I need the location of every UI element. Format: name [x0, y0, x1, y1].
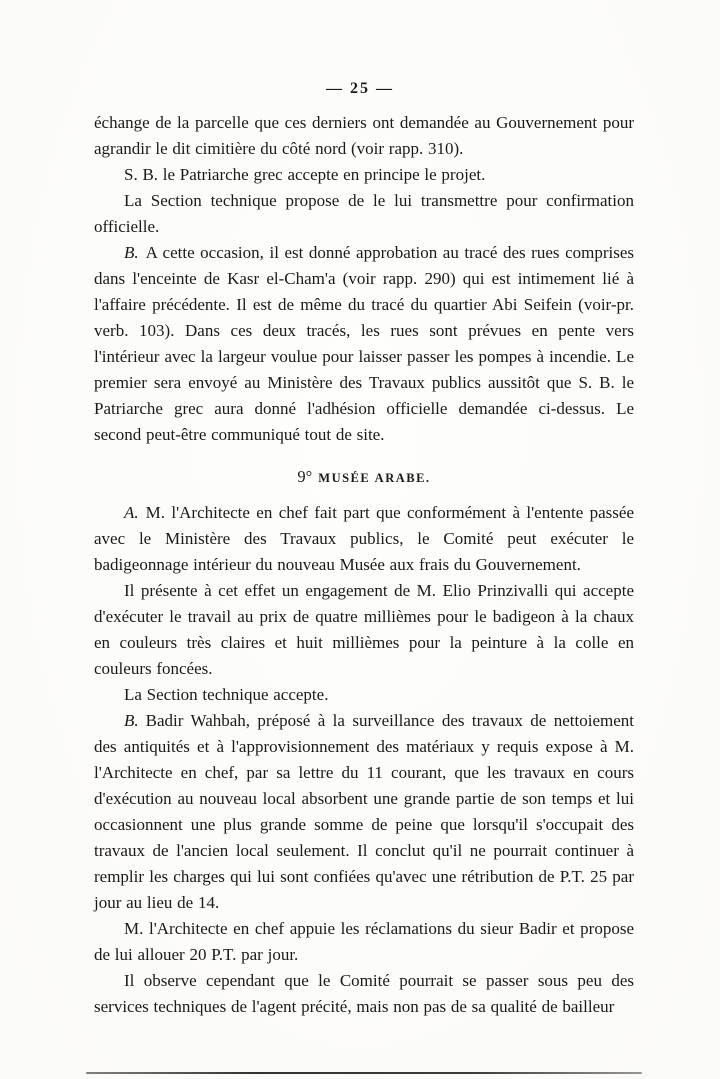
- page-bottom-edge: [86, 1072, 642, 1074]
- paragraph: Il présente à cet effet un engagement de M. Elio Prinzivalli qui accepte d'exécuter le travail au prix de quatre millièmes pour le badigeon à la chaux en couleurs très claires et huit millièmes pour la peinture à la colle en couleurs foncées.: [94, 581, 634, 678]
- paragraph-text: Badir Wahbah, préposé à la surveillance des travaux de nettoiement des antiquités et à l'approvisionnement des matériaux y requis expose à M. l'Architecte en chef, par sa lettre du 11 courant, que les travaux en cours d'exécution au nouveau local absorbent une grande partie de son temps et lui occasionnent une plus grande somme de peine que lorsqu'il s'occupait des travaux de l'ancien local seulement. Il conclut qu'il ne pourrait continuer à remplir les charges qui lui sont confiées qu'avec une rétribution de P.T. 25 par jour au lieu de 14.: [94, 711, 634, 912]
- paragraph-lead: A.: [124, 503, 139, 522]
- paragraph: [94, 240, 634, 448]
- paragraph: La Section technique propose de le lui transmettre pour confirmation officielle.: [94, 191, 634, 236]
- paragraph-text: A cette occasion, il est donné approbation au tracé des rues comprises dans l'enceinte de Kasr el-Cham'a (voir rapp. 290) qui est intimement lié à l'affaire précédente. Il est de même du tracé du quartier Abi Seifein (voir-pr. verb. 103). Dans ces deux tracés, les rues sont prévues en pente vers l'intérieur avec la largeur voulue pour laisser passer les pompes à incendie. Le premier sera envoyé au Ministère des Travaux publics aussitôt que S. B. le Patriarche grec aura donné l'adhésion officielle demandée ci-dessus. Le second peut-être communiqué tout de site.: [94, 243, 634, 444]
- text-block: [94, 110, 634, 1020]
- paragraph: La Section technique accepte.: [124, 685, 329, 704]
- paragraph-text: M. l'Architecte en chef fait part que conformément à l'entente passée avec le Ministère des Travaux publics, le Comité peut exécuter le badigeonnage intérieur du nouveau Musée aux frais du Gouvernement.: [94, 503, 634, 574]
- paragraph-lead: B.: [124, 243, 139, 262]
- page-number: — 25 —: [326, 80, 394, 97]
- paragraph: Il observe cependant que le Comité pourrait se passer sous peu des services techniques de l'agent précité, mais non pas de sa qualité de bailleur: [94, 971, 634, 1016]
- section-heading-number: 9°: [297, 467, 313, 486]
- section-heading-title: MUSÉE ARABE.: [318, 471, 431, 485]
- paragraph: [94, 708, 634, 916]
- paragraph: M. l'Architecte en chef appuie les réclamations du sieur Badir et propose de lui allouer 20 P.T. par jour.: [94, 919, 634, 964]
- paragraph: [94, 500, 634, 578]
- section-heading: [94, 464, 634, 491]
- paragraph-continuation: échange de la parcelle que ces derniers ont demandée au Gouvernement pour agrandir le dit cimitière du côté nord (voir rapp. 310).: [94, 113, 634, 158]
- paragraph: S. B. le Patriarche grec accepte en principe le projet.: [124, 165, 486, 184]
- paragraph-lead: B.: [124, 711, 139, 730]
